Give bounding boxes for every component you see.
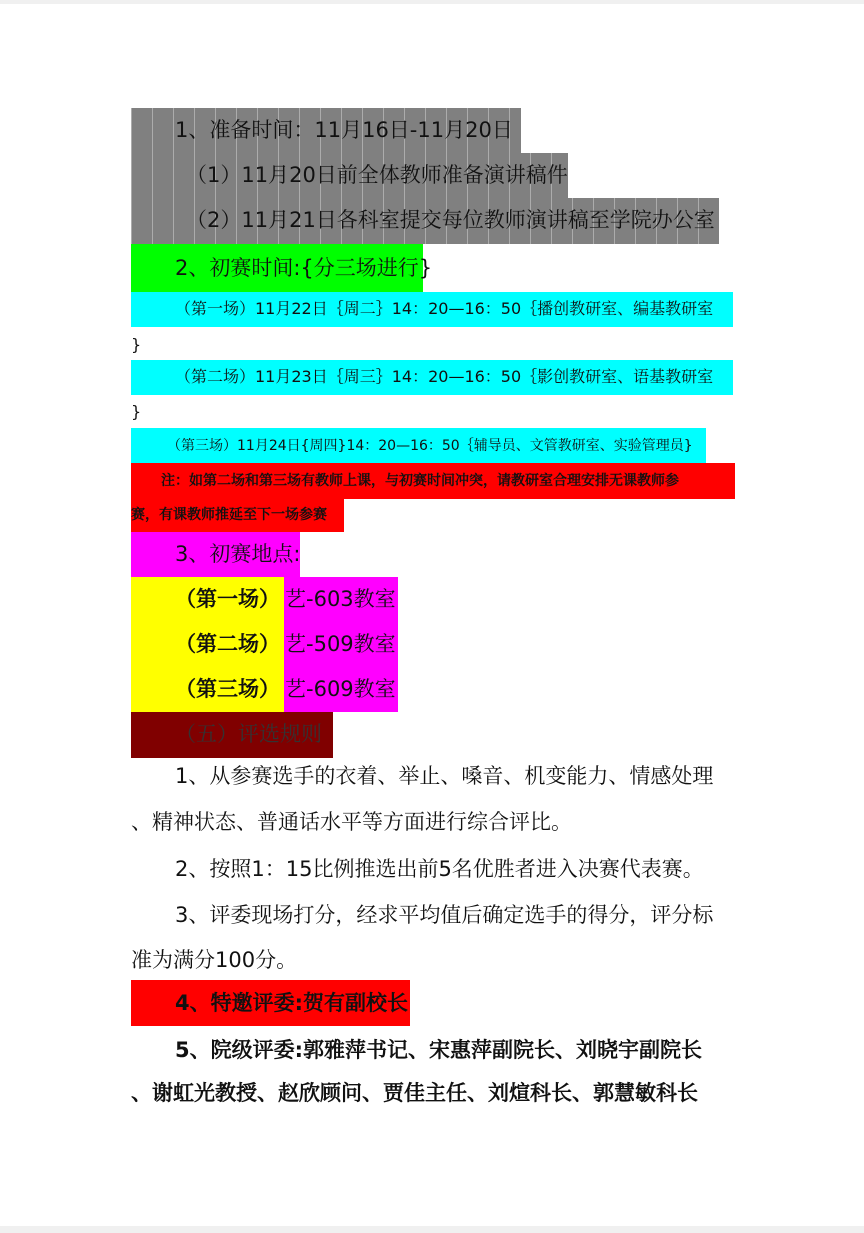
prep-item-1: （1）11月20日前全体教师准备演讲稿件 xyxy=(131,153,568,198)
rule-3-line-1: 3、评委现场打分，经求平均值后确定选手的得分，评分标 xyxy=(175,903,714,927)
college-judges-line-1: 5、院级评委:郭雅萍书记、宋惠萍副院长、刘晓宇副院长 xyxy=(175,1038,703,1062)
prep-time-heading: 1、准备时间：11月16日-11月20日 xyxy=(131,108,521,153)
session-3-schedule: （第三场）11月24日{周四}14：20—16：50｛辅导员、文管教研室、实验管理员} xyxy=(131,428,706,463)
rule-2: 2、按照1：15比例推选出前5名优胜者进入决赛代表赛。 xyxy=(175,857,704,881)
college-judges-line-2: 、谢虹光教授、赵欣顾问、贾佳主任、刘煊科长、郭慧敏科长 xyxy=(131,1081,698,1105)
special-judge: 4、特邀评委:贺有副校长 xyxy=(131,980,410,1026)
rule-3-line-2: 准为满分100分。 xyxy=(131,948,298,972)
session-1-schedule-tail: } xyxy=(131,335,142,354)
conflict-note-line-1: 注：如第二场和第三场有教师上课，与初赛时间冲突，请教研室合理安排无课教师参 xyxy=(131,463,735,499)
session-2-schedule-tail: } xyxy=(131,402,142,421)
venue-session-1: （第一场） xyxy=(175,587,280,611)
prep-item-2: （2）11月21日各科室提交每位教师演讲稿至学院办公室 xyxy=(131,198,719,244)
session-1-schedule: （第一场）11月22日｛周二｝14：20—16：50｛播创教研室、编基教研室 xyxy=(131,292,733,327)
prelim-time-heading: 2、初赛时间:{分三场进行} xyxy=(131,244,423,292)
venue-room-1: 艺-603教室 xyxy=(285,587,396,611)
venue-session-2: （第二场） xyxy=(175,632,280,656)
venue-heading: 3、初赛地点: xyxy=(131,532,300,577)
document-page xyxy=(0,4,864,1226)
rules-heading: （五）评选规则 xyxy=(131,712,333,758)
conflict-note-line-2: 赛，有课教师推延至下一场参赛 xyxy=(131,499,344,532)
rule-1-line-1: 1、从参赛选手的衣着、举止、嗓音、机变能力、情感处理 xyxy=(175,764,714,788)
rule-1-line-2: 、精神状态、普通话水平等方面进行综合评比。 xyxy=(131,810,572,834)
venue-room-3: 艺-609教室 xyxy=(285,677,396,701)
venue-session-3: （第三场） xyxy=(175,677,280,701)
venue-room-2: 艺-509教室 xyxy=(285,632,396,656)
session-2-schedule: （第二场）11月23日｛周三｝14：20—16：50｛影创教研室、语基教研室 xyxy=(131,360,733,395)
